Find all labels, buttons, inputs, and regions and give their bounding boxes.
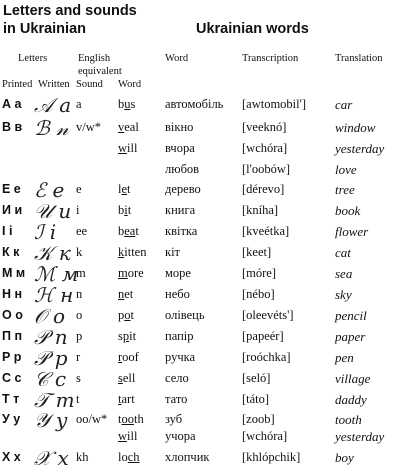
english-word: tooth <box>118 412 144 426</box>
printed-letter: Н н <box>2 287 23 301</box>
translation: car <box>335 97 353 112</box>
written-letter: 𝒴 y <box>34 408 68 432</box>
table-row <box>0 141 401 159</box>
sound: o <box>76 308 83 322</box>
ukrainian-word: небо <box>165 287 190 301</box>
transcription: [wchóra] <box>242 141 288 155</box>
translation: sea <box>335 266 353 281</box>
english-word: let <box>118 182 131 196</box>
transcription: [kveétka] <box>242 224 290 238</box>
title-right: Ukrainian words <box>196 21 309 37</box>
written-letter: 𝒫 p <box>34 346 68 370</box>
table-row <box>0 178 401 202</box>
written-letter: 𝒦 к <box>34 241 71 265</box>
ukrainian-word: зуб <box>165 412 183 426</box>
printed-letter: Х х <box>2 450 21 464</box>
transcription: [khlópchik] <box>242 450 301 464</box>
table-row <box>0 429 401 447</box>
table-row <box>0 304 401 328</box>
sound: r <box>76 350 81 364</box>
printed-letter: О о <box>2 308 23 322</box>
english-word: kitten <box>118 245 147 259</box>
table-row <box>0 367 401 391</box>
table-row <box>0 446 401 470</box>
transcription: [nébo] <box>242 287 275 301</box>
transcription: [táto] <box>242 392 270 406</box>
table-row <box>0 241 401 265</box>
transcription: [roóchka] <box>242 350 291 364</box>
ukrainian-word: любов <box>165 162 200 176</box>
written-letter: ℰ e <box>34 178 65 202</box>
translation: book <box>335 203 361 218</box>
header-english-line1: English <box>78 53 111 64</box>
english-word: beat <box>118 224 139 238</box>
transcription: [wchóra] <box>242 429 288 443</box>
header-uk-word: Word <box>165 53 189 64</box>
translation: window <box>335 120 376 135</box>
sound: p <box>76 329 83 343</box>
written-letter: 𝒞 c <box>34 367 67 391</box>
transcription: [móre] <box>242 266 277 280</box>
written-letter: 𝒯 m <box>34 388 75 412</box>
english-word: net <box>118 287 134 301</box>
english-word: pot <box>118 308 134 322</box>
header-printed: Printed <box>2 79 33 90</box>
printed-letter: Р р <box>2 350 22 364</box>
translation: boy <box>335 450 354 465</box>
translation: yesterday <box>335 141 385 156</box>
translation: cat <box>335 245 351 260</box>
sound: oo/w* <box>76 412 108 426</box>
written-letter: 𝒳 x <box>34 446 69 470</box>
transcription: [oleevéts'] <box>242 308 294 322</box>
printed-letter: В в <box>2 120 23 134</box>
english-word: bus <box>118 97 136 111</box>
table-row <box>0 346 401 370</box>
table-row <box>0 199 401 223</box>
header-translation: Translation <box>335 53 383 64</box>
english-word: roof <box>118 350 139 364</box>
header-english-line2: equivalent <box>78 66 122 77</box>
written-letter: 𝒫 n <box>34 325 68 349</box>
printed-letter: М м <box>2 266 26 280</box>
header-transcription: Transcription <box>242 53 299 64</box>
ukrainian-word: книга <box>165 203 196 217</box>
table-row <box>0 116 401 140</box>
ukrainian-word: вчора <box>165 141 195 155</box>
table-row <box>0 262 401 286</box>
table-row <box>0 93 401 117</box>
ukrainian-word: море <box>165 266 191 280</box>
written-letter: 𝒜 a <box>34 93 72 117</box>
header-sound: Sound <box>76 79 103 90</box>
ukrainian-word: вікно <box>165 120 194 134</box>
printed-letter: Т т <box>2 392 20 406</box>
english-word: tart <box>118 392 135 406</box>
translation: love <box>335 162 357 177</box>
table-row <box>0 325 401 349</box>
sound: n <box>76 287 83 301</box>
sound: ee <box>76 224 88 238</box>
written-letter: ℬ 𝓃 <box>34 116 69 140</box>
table-row <box>0 220 401 244</box>
title-left-line2: in Ukrainian <box>3 21 86 37</box>
ukrainian-word: дерево <box>165 182 201 196</box>
transcription: [kníha] <box>242 203 279 217</box>
sound: i <box>76 203 80 217</box>
sound: v/w* <box>76 120 101 134</box>
english-word: spit <box>118 329 137 343</box>
header-written: Written <box>38 79 70 90</box>
printed-letter: У у <box>2 412 21 426</box>
written-letter: 𝒰 u <box>34 199 72 223</box>
transcription: [awtomobil'] <box>242 97 307 111</box>
ukrainian-word: тато <box>165 392 188 406</box>
translation: village <box>335 371 371 386</box>
title-left-line1: Letters and sounds <box>3 3 137 19</box>
transcription: [l'oobów] <box>242 162 291 176</box>
translation: pen <box>335 350 354 365</box>
header-letters: Letters <box>18 53 48 64</box>
sound: kh <box>76 450 89 464</box>
sound: s <box>76 371 81 385</box>
translation: paper <box>335 329 366 344</box>
ukrainian-word: олівець <box>165 308 205 322</box>
transcription: [papeér] <box>242 329 284 343</box>
transcription: [veeknó] <box>242 120 287 134</box>
transcription: [keet] <box>242 245 272 259</box>
ukrainian-word: автомобіль <box>165 97 224 111</box>
sound: m <box>76 266 86 280</box>
written-letter: 𝒪 o <box>34 304 65 328</box>
translation: pencil <box>335 308 367 323</box>
ukrainian-word: квітка <box>165 224 198 238</box>
sound: a <box>76 97 82 111</box>
english-word: loch <box>118 450 140 464</box>
printed-letter: П п <box>2 329 23 343</box>
printed-letter: С с <box>2 371 22 385</box>
translation: daddy <box>335 392 367 407</box>
english-word: will <box>118 141 138 155</box>
written-letter: ℳ м <box>34 262 79 286</box>
table-row <box>0 408 401 432</box>
translation: yesterday <box>335 429 385 444</box>
sound: t <box>76 392 80 406</box>
english-word: will <box>118 429 138 443</box>
written-letter: ℋ н <box>34 283 74 307</box>
printed-letter: Е е <box>2 182 21 196</box>
transcription: [seló] <box>242 371 271 385</box>
printed-letter: А а <box>2 97 22 111</box>
translation: tree <box>335 182 355 197</box>
written-letter: ℐ i <box>34 220 57 244</box>
transcription: [dérevo] <box>242 182 285 196</box>
translation: flower <box>335 224 369 239</box>
table-row <box>0 283 401 307</box>
ukrainian-word: хлопчик <box>165 450 210 464</box>
ukrainian-word: учора <box>165 429 196 443</box>
translation: tooth <box>335 412 362 427</box>
printed-letter: К к <box>2 245 20 259</box>
ukrainian-word: село <box>165 371 189 385</box>
printed-letter: І і <box>2 224 13 238</box>
translation: sky <box>335 287 352 302</box>
english-word: sell <box>118 371 136 385</box>
ukrainian-word: папір <box>165 329 194 343</box>
ukrainian-word: ручка <box>165 350 196 364</box>
header-word: Word <box>118 79 142 90</box>
sound: e <box>76 182 82 196</box>
printed-letter: И и <box>2 203 23 217</box>
sound: k <box>76 245 83 259</box>
english-word: veal <box>118 120 139 134</box>
english-word: more <box>118 266 144 280</box>
ukrainian-word: кіт <box>165 245 181 259</box>
english-word: bit <box>118 203 132 217</box>
transcription: [zoob] <box>242 412 275 426</box>
